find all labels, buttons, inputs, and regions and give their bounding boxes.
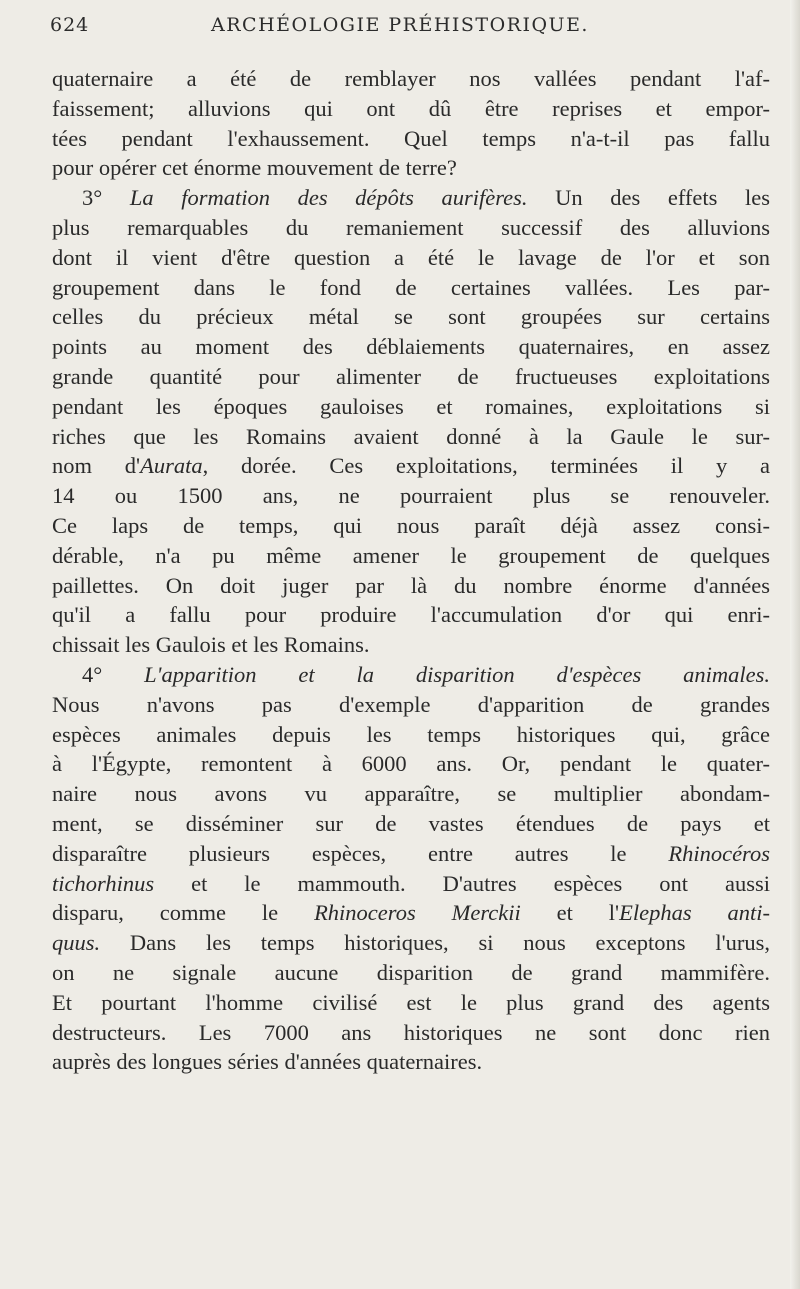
text-segment: pour opérer cet énorme mouvement de terre? — [52, 155, 457, 181]
text-segment: points au moment des déblaiements quaternaires, en assez — [52, 334, 770, 360]
text-line — [52, 988, 770, 1018]
text-line — [52, 779, 770, 809]
text-segment: auprès des longues séries d'années quaternaires. — [52, 1049, 483, 1075]
page-number: 624 — [50, 14, 90, 36]
text-segment: Ce laps de temps, qui nous paraît déjà assez consi- — [52, 512, 770, 538]
text-line — [52, 898, 770, 928]
text-segment: tées pendant l'exhaussement. Quel temps n'a-t-il pas fallu — [52, 125, 770, 151]
text-segment: qu'il a fallu pour produire l'accumulation d'or qui enri- — [52, 602, 770, 628]
text-segment: Et pourtant l'homme civilisé est le plus grand des agents — [52, 989, 770, 1015]
text-line — [52, 1018, 770, 1048]
running-title: ARCHÉOLOGIE PRÉHISTORIQUE. — [211, 14, 589, 36]
text-line — [52, 422, 770, 452]
italic-segment: Elephas anti- — [619, 900, 771, 926]
text-segment: Dans les temps historiques, si nous exceptons l'urus, — [100, 930, 770, 956]
text-line — [52, 1047, 770, 1077]
text-segment: paillettes. On doit juger par là du nombre énorme d'années — [52, 572, 770, 598]
text-segment: Nous n'avons pas d'exemple d'apparition de grandes — [52, 691, 770, 717]
text-segment: et l' — [520, 900, 620, 926]
text-segment: plus remarquables du remaniement successif des alluvions — [52, 214, 770, 240]
text-segment: destructeurs. Les 7000 ans historiques ne sont donc rien — [52, 1019, 770, 1045]
italic-segment: Aurata — [140, 453, 203, 479]
italic-segment: L'apparition et la disparition d'espèces animales. — [144, 661, 771, 687]
italic-segment: Rhinoceros Merckii — [314, 900, 521, 926]
text-line — [52, 839, 770, 869]
text-segment: celles du précieux métal se sont groupées sur certains — [52, 304, 770, 330]
text-line — [52, 690, 770, 720]
text-line — [52, 153, 770, 183]
text-line — [52, 302, 770, 332]
text-line — [52, 511, 770, 541]
text-segment: à l'Égypte, remontent à 6000 ans. Or, pendant le quater- — [52, 751, 770, 777]
text-line — [52, 958, 770, 988]
text-line — [52, 660, 770, 690]
text-line — [52, 392, 770, 422]
text-line — [52, 451, 770, 481]
text-line — [52, 183, 770, 213]
text-segment: faissement; alluvions qui ont dû être reprises et empor- — [52, 95, 770, 121]
text-line — [52, 600, 770, 630]
text-line — [52, 124, 770, 154]
italic-segment: quus. — [52, 930, 101, 956]
text-line — [52, 809, 770, 839]
text-segment: quaternaire a été de remblayer nos vallées pendant l'af- — [52, 66, 770, 91]
text-segment: naire nous avons vu apparaître, se multiplier abondam- — [52, 781, 770, 807]
text-line — [52, 243, 770, 273]
text-line — [52, 481, 770, 511]
text-segment: , dorée. Ces exploitations, terminées il y a — [202, 453, 770, 479]
text-line — [52, 571, 770, 601]
text-line — [52, 720, 770, 750]
text-segment: riches que les Romains avaient donné à la Gaule le sur- — [52, 423, 770, 449]
text-segment: 14 ou 1500 ans, ne pourraient plus se renouveler. — [52, 483, 770, 509]
text-segment: dérable, n'a pu même amener le groupement de quelques — [52, 542, 770, 568]
text-line — [52, 64, 770, 94]
text-line — [52, 94, 770, 124]
text-line — [52, 541, 770, 571]
text-segment: grande quantité pour alimenter de fructueuses exploitations — [52, 363, 770, 389]
text-line — [52, 273, 770, 303]
text-line — [52, 362, 770, 392]
text-segment: espèces animales depuis les temps historiques qui, grâce — [52, 721, 770, 747]
text-segment: disparaître plusieurs espèces, entre autres le — [52, 840, 669, 866]
text-segment: 4° — [82, 661, 145, 687]
text-line — [52, 869, 770, 899]
text-segment: 3° — [82, 185, 130, 211]
text-line — [52, 332, 770, 362]
text-segment: disparu, comme le — [52, 900, 315, 926]
italic-segment: La formation des dépôts aurifères. — [129, 185, 528, 211]
text-segment: nom d' — [52, 453, 141, 479]
text-segment: Un des effets les — [527, 185, 771, 211]
text-segment: on ne signale aucune disparition de grand mammifère. — [52, 959, 770, 985]
text-line — [52, 630, 770, 660]
italic-segment: tichorhinus — [52, 870, 155, 896]
text-segment: groupement dans le fond de certaines vallées. Les par- — [52, 274, 770, 300]
text-segment: et le mammouth. D'autres espèces ont aussi — [154, 870, 770, 896]
text-line — [52, 749, 770, 779]
body-text — [52, 64, 770, 1077]
text-segment: dont il vient d'être question a été le lavage de l'or et son — [52, 244, 770, 270]
text-segment: chissait les Gaulois et les Romains. — [52, 632, 370, 658]
page-header — [50, 14, 750, 40]
italic-segment: Rhinocéros — [668, 840, 770, 866]
text-line — [52, 928, 770, 958]
page-edge — [790, 0, 800, 1289]
text-segment: pendant les époques gauloises et romaines, exploitations si — [52, 393, 770, 419]
text-line — [52, 213, 770, 243]
text-segment: ment, se disséminer sur de vastes étendues de pays et — [52, 810, 770, 836]
